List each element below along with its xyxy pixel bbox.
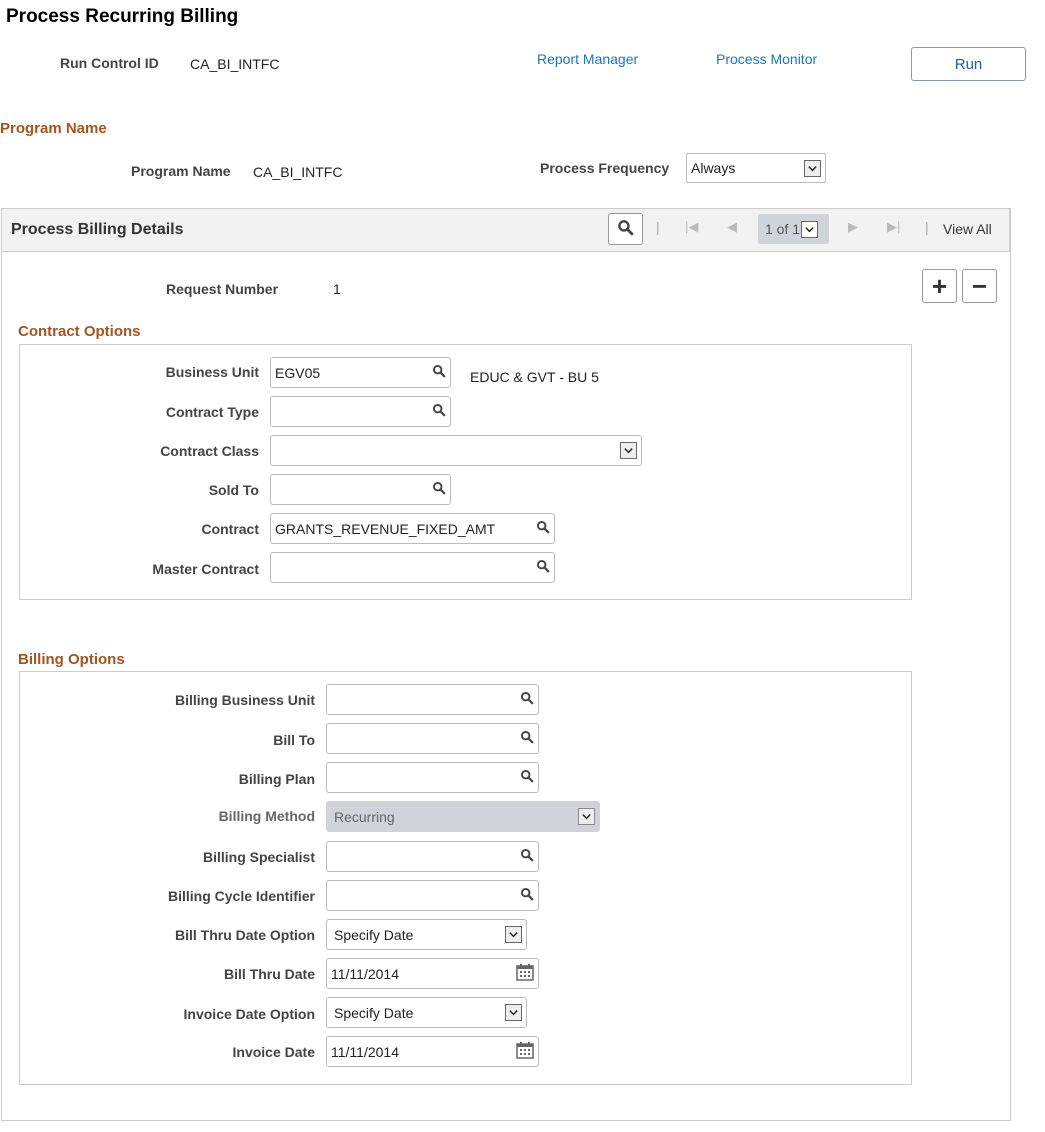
page-selector[interactable]: [758, 214, 829, 244]
bill-thru-date-option-label: Bill Thru Date Option: [175, 927, 315, 943]
grid-search-button[interactable]: [608, 213, 643, 245]
minus-icon: −: [971, 270, 988, 301]
billing-options-heading: Billing Options: [18, 651, 125, 668]
business-unit-description: EDUC & GVT - BU 5: [470, 369, 599, 385]
bill-thru-date-label: Bill Thru Date: [223, 966, 315, 982]
contract-type-label: Contract Type: [165, 404, 259, 420]
report-manager-link[interactable]: Report Manager: [537, 51, 639, 67]
invoice-date-label: Invoice Date: [232, 1044, 315, 1060]
previous-page-icon[interactable]: ◀: [727, 219, 737, 234]
billing-cycle-identifier-label: Billing Cycle Identifier: [167, 888, 315, 904]
billing-method-value: Recurring: [334, 808, 395, 825]
process-monitor-link[interactable]: Process Monitor: [716, 51, 818, 67]
divider: |: [925, 219, 929, 235]
billing-business-unit-input[interactable]: [326, 684, 539, 715]
billing-plan-input[interactable]: [326, 762, 539, 793]
billing-method-select: [326, 801, 600, 832]
business-unit-input[interactable]: [270, 357, 451, 388]
billing-specialist-label: Billing Specialist: [202, 849, 315, 865]
business-unit-label: Business Unit: [165, 364, 259, 380]
search-icon[interactable]: [432, 403, 446, 420]
invoice-date-value: 11/11/2014: [331, 1043, 399, 1060]
process-frequency-label: Process Frequency: [540, 160, 670, 176]
chevron-down-icon: [578, 808, 595, 825]
run-control-id-value: CA_BI_INTFC: [190, 56, 280, 72]
search-icon[interactable]: [520, 730, 534, 747]
search-icon[interactable]: [520, 691, 534, 708]
search-icon[interactable]: [520, 769, 534, 786]
business-unit-value: EGV05: [275, 364, 321, 381]
program-name-value: CA_BI_INTFC: [253, 164, 343, 180]
bill-to-input[interactable]: [326, 723, 539, 754]
search-icon[interactable]: [432, 481, 446, 498]
search-icon: [617, 219, 634, 239]
invoice-date-option-value: Specify Date: [334, 1004, 414, 1021]
contract-class-label: Contract Class: [160, 443, 259, 459]
next-page-icon[interactable]: ▶: [848, 219, 858, 234]
master-contract-input[interactable]: [270, 552, 555, 583]
search-icon[interactable]: [536, 559, 550, 576]
search-icon[interactable]: [432, 364, 446, 381]
contract-options-heading: Contract Options: [18, 323, 141, 340]
chevron-down-icon: [804, 160, 821, 177]
run-button[interactable]: Run: [911, 47, 1026, 81]
grid-title: Process Billing Details: [11, 221, 184, 238]
program-name-label: Program Name: [131, 163, 231, 179]
request-number-label: Request Number: [166, 281, 279, 297]
program-name-heading: Program Name: [0, 120, 107, 137]
delete-row-button[interactable]: [962, 269, 997, 303]
divider: |: [656, 219, 660, 235]
chevron-down-icon: [801, 221, 818, 238]
bill-to-label: Bill To: [273, 732, 315, 748]
calendar-icon[interactable]: [516, 963, 534, 984]
bill-thru-date-value: 11/11/2014: [331, 965, 399, 982]
contract-value: GRANTS_REVENUE_FIXED_AMT: [275, 520, 496, 537]
calendar-icon[interactable]: [516, 1041, 534, 1062]
run-control-id-label: Run Control ID: [60, 55, 159, 71]
sold-to-label: Sold To: [208, 482, 259, 498]
billing-method-label: Billing Method: [218, 808, 315, 824]
request-number-value: 1: [333, 281, 341, 297]
view-all-link[interactable]: View All: [943, 221, 992, 237]
search-icon[interactable]: [536, 520, 550, 537]
billing-business-unit-label: Billing Business Unit: [174, 692, 315, 708]
last-page-icon[interactable]: ▶|: [887, 219, 901, 234]
process-frequency-value: Always: [691, 160, 736, 176]
add-row-button[interactable]: [922, 269, 957, 303]
search-icon[interactable]: [520, 848, 534, 865]
contract-class-select[interactable]: [270, 435, 642, 466]
master-contract-label: Master Contract: [152, 561, 259, 577]
bill-thru-date-input[interactable]: [326, 958, 539, 989]
billing-plan-label: Billing Plan: [238, 771, 315, 787]
bill-thru-date-option-select[interactable]: [326, 919, 527, 950]
billing-specialist-input[interactable]: [326, 841, 539, 872]
plus-icon: +: [931, 270, 948, 301]
contract-type-input[interactable]: [270, 396, 451, 427]
invoice-date-input[interactable]: [326, 1036, 539, 1067]
bill-thru-date-option-value: Specify Date: [334, 926, 414, 943]
chevron-down-icon: [505, 1004, 522, 1021]
contract-input[interactable]: [270, 513, 555, 544]
sold-to-input[interactable]: [270, 474, 451, 505]
invoice-date-option-label: Invoice Date Option: [183, 1006, 315, 1022]
invoice-date-option-select[interactable]: [326, 997, 527, 1028]
page-indicator: 1 of 1: [765, 221, 801, 237]
chevron-down-icon: [505, 926, 522, 943]
contract-label: Contract: [201, 521, 259, 537]
page-title: Process Recurring Billing: [6, 6, 239, 27]
first-page-icon[interactable]: |◀: [685, 219, 699, 234]
search-icon[interactable]: [520, 887, 534, 904]
chevron-down-icon: [620, 442, 637, 459]
process-frequency-select[interactable]: [686, 153, 826, 183]
billing-cycle-identifier-input[interactable]: [326, 880, 539, 911]
